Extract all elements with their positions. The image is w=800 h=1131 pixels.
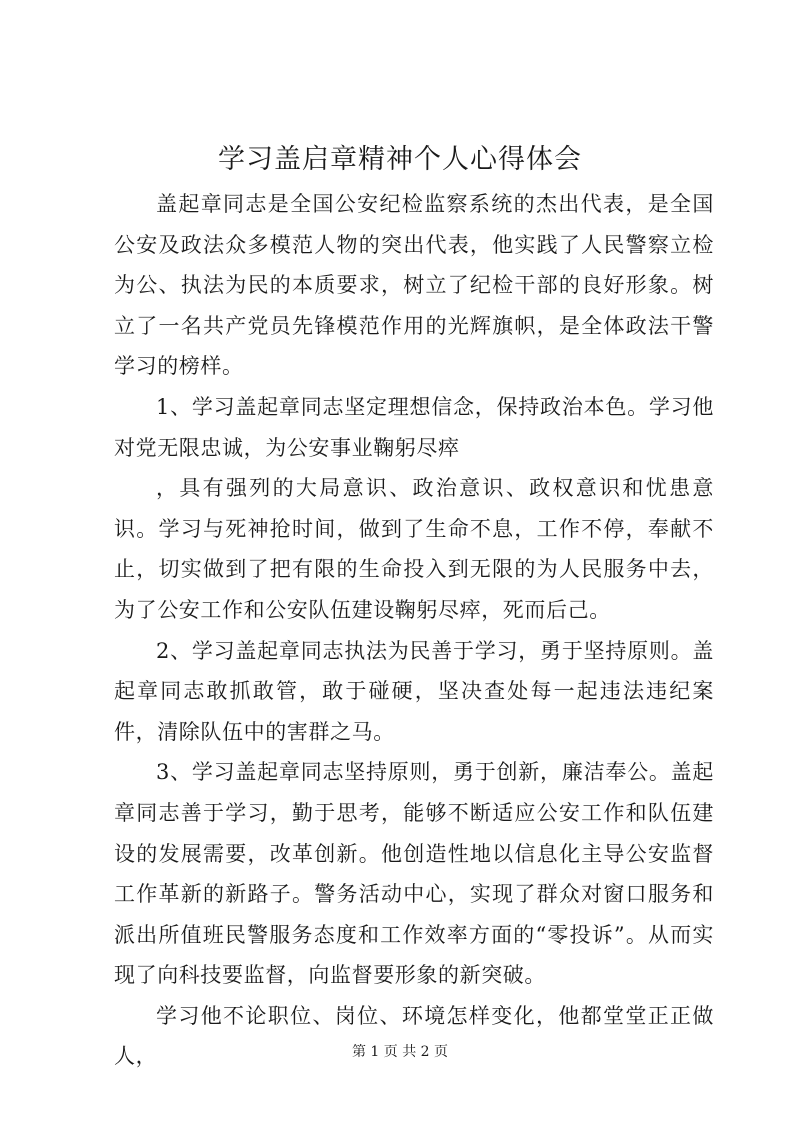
document-title: 学习盖启章精神个人心得体会 xyxy=(218,144,582,175)
paragraph-point-1: 1、学习盖起章同志坚定理想信念，保持政治本色。学习他对党无限忠诚，为公安事业鞠躬尽瘁 xyxy=(114,394,714,460)
page-number-footer: 第 1 页 共 2 页 xyxy=(351,1044,449,1060)
document-body xyxy=(114,184,714,1077)
paragraph-closing: 学习他不论职位、岗位、环境怎样变化，他都堂堂正正做人， xyxy=(114,1003,714,1069)
paragraph-point-3: 3、学习盖起章同志坚持原则，勇于创新，廉洁奉公。盖起章同志善于学习，勤于思考，能够不断适应公安工作和队伍建设的发展需要，改革创新。他创造性地以信息化主导公安监督工作革新的新路子。警务活动中心，实现了群众对窗口服务和派出所值班民警服务态度和工作效率方面的“零投诉”。从而实现了向科技要监督，向监督要形象的新突破。 xyxy=(114,760,714,988)
paragraph-intro: 盖起章同志是全国公安纪检监察系统的杰出代表，是全国公安及政法众多模范人物的突出代表，他实践了人民警察立检为公、执法为民的本质要求，树立了纪检干部的良好形象。树立了一名共产党员先锋模范作用的光辉旗帜，是全体政法干警学习的榜样。 xyxy=(114,192,714,379)
paragraph-point-1-continued: ，具有强列的大局意识、政治意识、政权意识和忧患意识。学习与死神抢时间，做到了生命不息，工作不停，奉献不止，切实做到了把有限的生命投入到无限的为人民服务中去，为了公安工作和公安队伍建设鞠躬尽瘁，死而后己。 xyxy=(114,476,714,622)
paragraph-point-2: 2、学习盖起章同志执法为民善于学习，勇于坚持原则。盖起章同志敢抓敢管，敢于碰硬，坚决查处每一起违法违纪案件，清除队伍中的害群之马。 xyxy=(114,638,714,744)
